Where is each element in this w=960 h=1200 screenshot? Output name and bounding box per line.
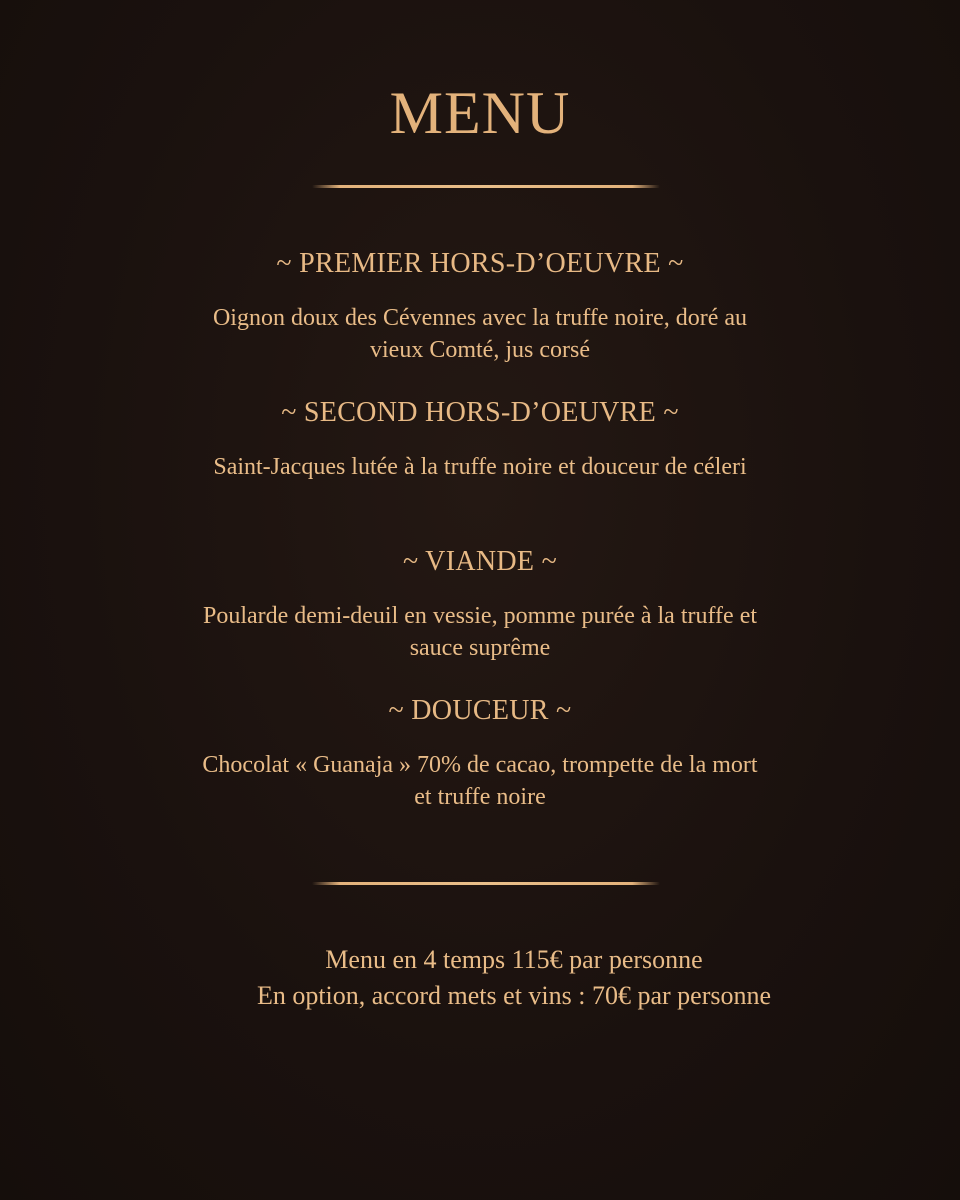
- course-second-hors-doeuvre: [0, 397, 960, 483]
- menu-title: MENU: [389, 80, 571, 146]
- course-description: Chocolat « Guanaja » 70% de cacao, trompette de la mort et truffe noire: [202, 752, 758, 810]
- pricing-footer: [0, 942, 960, 1014]
- course-description: Oignon doux des Cévennes avec la truffe noire, doré au vieux Comté, jus corsé: [212, 305, 748, 363]
- wine-pairing-price: En option, accord mets et vins : 70€ par personne: [256, 981, 772, 1010]
- menu-price: Menu en 4 temps 115€ par personne: [325, 945, 703, 974]
- bottom-divider: [312, 882, 660, 885]
- course-douceur: [0, 695, 960, 813]
- top-divider: [312, 185, 660, 188]
- course-description: Poularde demi-deuil en vessie, pomme purée à la truffe et sauce suprême: [202, 603, 758, 661]
- course-premier-hors-doeuvre: [0, 248, 960, 366]
- course-title: ~ DOUCEUR ~: [388, 695, 572, 726]
- course-description: Saint-Jacques lutée à la truffe noire et douceur de céleri: [213, 454, 747, 480]
- course-title: ~ PREMIER HORS-D’OEUVRE ~: [276, 248, 684, 279]
- course-title: ~ VIANDE ~: [402, 546, 558, 577]
- course-title: ~ SECOND HORS-D’OEUVRE ~: [281, 397, 679, 428]
- course-viande: [0, 546, 960, 664]
